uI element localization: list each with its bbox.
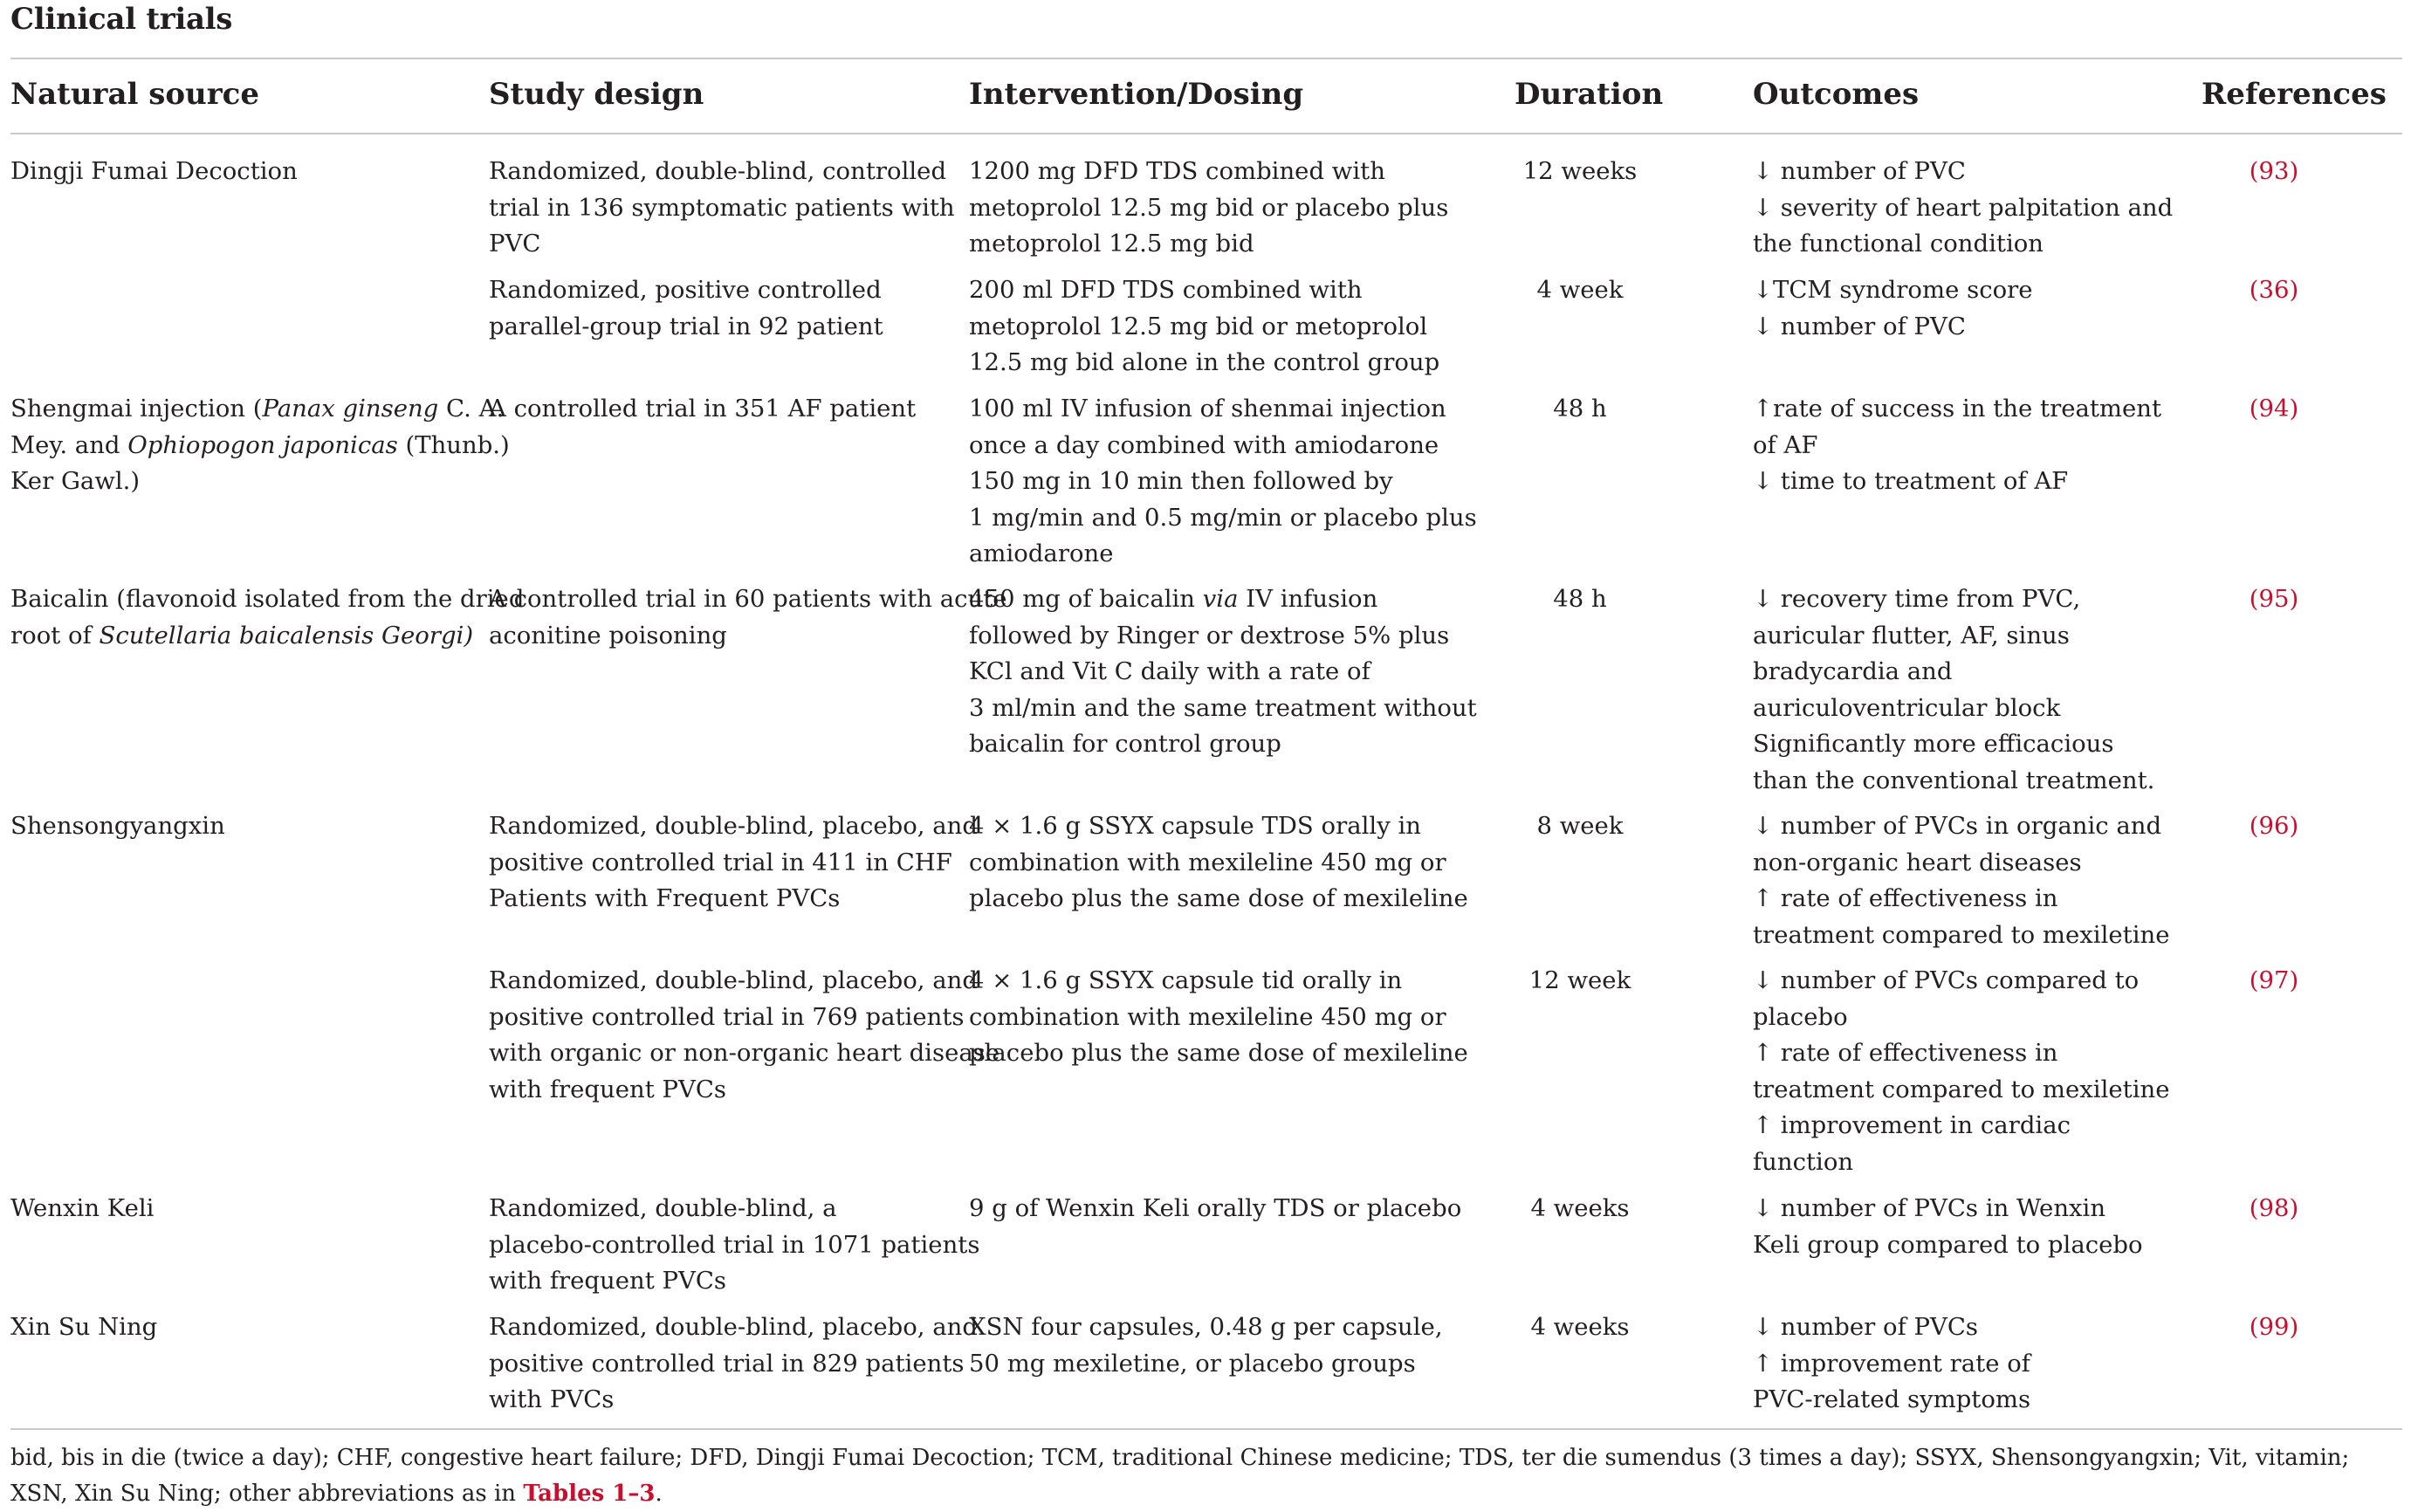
cell-duration: 4 weeks bbox=[1530, 1313, 1630, 1341]
cell-design: A controlled trial in 351 AF patient bbox=[489, 395, 917, 423]
reference-link-93[interactable]: (93) bbox=[2249, 157, 2299, 185]
cell-intervention: 4 × 1.6 g SSYX capsule tid orally in combination with mexileline 450 mg or placebo plus the same dose of mexileline bbox=[969, 966, 1468, 1067]
cell-duration: 12 weeks bbox=[1522, 157, 1638, 185]
cell-intervention: 9 g of Wenxin Keli orally TDS or placebo bbox=[969, 1194, 1462, 1222]
cell-outcomes: ↓ number of PVCs ↑ improvement rate of PVC-related symptoms bbox=[1753, 1313, 2031, 1413]
cell-outcomes: ↓ number of PVCs in organic and non-organic heart diseases ↑ rate of effectiveness in treatment compared to mexiletine bbox=[1753, 812, 2170, 949]
cell-intervention: 450 mg of baicalin via IV infusion followed by Ringer or dextrose 5% plus KCl and Vit C daily with a rate of 3 ml/min and the same treatment without baicalin for control group bbox=[969, 585, 1477, 758]
reference-link-36[interactable]: (36) bbox=[2249, 276, 2299, 304]
cell-source: Wenxin Keli bbox=[10, 1194, 155, 1222]
reference-link-98[interactable]: (98) bbox=[2249, 1194, 2299, 1222]
header-rule bbox=[10, 133, 2402, 134]
cell-design: A controlled trial in 60 patients with acute aconitine poisoning bbox=[489, 585, 1007, 649]
cell-duration: 12 week bbox=[1528, 966, 1631, 994]
cell-intervention: 4 × 1.6 g SSYX capsule TDS orally in combination with mexileline 450 mg or placebo plus the same dose of mexileline bbox=[969, 812, 1468, 912]
reference-link-95[interactable]: (95) bbox=[2249, 585, 2299, 613]
cell-intervention: 200 ml DFD TDS combined with metoprolol 12.5 mg bid or metoprolol 12.5 mg bid alone in the control group bbox=[969, 276, 1440, 376]
cell-design: Randomized, double-blind, placebo, and positive controlled trial in 411 in CHF Patients with Frequent PVCs bbox=[489, 812, 978, 912]
cell-outcomes: ↓ number of PVC ↓ severity of heart palpitation and the functional condition bbox=[1753, 157, 2174, 258]
cell-duration: 4 week bbox=[1536, 276, 1624, 304]
header-references: References bbox=[2201, 77, 2387, 112]
cell-outcomes: ↓ recovery time from PVC, auricular flutter, AF, sinus bradycardia and auriculoventricular block Significantly more efficacious than the conventional treatment. bbox=[1753, 585, 2155, 794]
cell-intervention: XSN four capsules, 0.48 g per capsule, 50 mg mexiletine, or placebo groups bbox=[969, 1313, 1443, 1378]
reference-link-99[interactable]: (99) bbox=[2249, 1313, 2299, 1341]
cell-duration: 4 weeks bbox=[1530, 1194, 1630, 1222]
cell-outcomes: ↓ number of PVCs in Wenxin Keli group compared to placebo bbox=[1753, 1194, 2143, 1259]
cell-duration: 48 h bbox=[1553, 585, 1607, 613]
header-natural-source: Natural source bbox=[10, 77, 260, 112]
header-duration: Duration bbox=[1515, 77, 1664, 112]
cell-duration: 8 week bbox=[1536, 812, 1624, 840]
cell-design: Randomized, double-blind, placebo, and positive controlled trial in 829 patients with PVCs bbox=[489, 1313, 978, 1413]
cell-intervention: 100 ml IV infusion of shenmai injection once a day combined with amiodarone 150 mg in 10 min then followed by 1 mg/min and 0.5 mg/min or placebo plus amiodarone bbox=[969, 395, 1477, 567]
cell-design: Randomized, double-blind, placebo, and positive controlled trial in 769 patients with organic or non-organic heart disease with frequent PVCs bbox=[489, 966, 1000, 1103]
top-rule bbox=[10, 58, 2402, 59]
cell-source: Shengmai injection (Panax ginseng C. A. Mey. and Ophiopogon japonicas (Thunb.) Ker Gawl.) bbox=[10, 395, 510, 495]
header-intervention: Intervention/Dosing bbox=[969, 77, 1304, 112]
cell-outcomes: ↑rate of success in the treatment of AF ↓ time to treatment of AF bbox=[1753, 395, 2162, 495]
bottom-rule bbox=[10, 1428, 2402, 1430]
table-footnote: bid, bis in die (twice a day); CHF, congestive heart failure; DFD, Dingji Fumai Decoction; TCM, traditional Chinese medicine; TDS, ter die sumendus (3 times a day); SSYX, Shensongyangxin; Vit, vitamin; XSN, Xin Su Ning; other abbreviations as in Tables 1–3. bbox=[10, 1445, 2350, 1507]
tables-link[interactable]: Tables 1–3 bbox=[523, 1481, 656, 1507]
cell-design: Randomized, positive controlled parallel-group trial in 92 patient bbox=[489, 276, 883, 340]
reference-link-96[interactable]: (96) bbox=[2249, 812, 2299, 840]
cell-source: Xin Su Ning bbox=[10, 1313, 158, 1341]
cell-source: Shensongyangxin bbox=[10, 812, 225, 840]
header-outcomes: Outcomes bbox=[1753, 77, 1920, 112]
cell-source: Dingji Fumai Decoction bbox=[10, 157, 298, 185]
cell-design: Randomized, double-blind, a placebo-controlled trial in 1071 patients with frequent PVCs bbox=[489, 1194, 980, 1295]
cell-source: Baicalin (flavonoid isolated from the dried root of Scutellaria baicalensis Georgi) bbox=[10, 585, 525, 649]
cell-duration: 48 h bbox=[1553, 395, 1607, 423]
cell-outcomes: ↓ number of PVCs compared to placebo ↑ rate of effectiveness in treatment compared to mexiletine ↑ improvement in cardiac function bbox=[1753, 966, 2170, 1176]
cell-intervention: 1200 mg DFD TDS combined with metoprolol 12.5 mg bid or placebo plus metoprolol 12.5 mg bid bbox=[969, 157, 1449, 258]
table-title: Clinical trials bbox=[10, 2, 233, 37]
reference-link-97[interactable]: (97) bbox=[2249, 966, 2299, 994]
cell-outcomes: ↓TCM syndrome score ↓ number of PVC bbox=[1753, 276, 2033, 340]
reference-link-94[interactable]: (94) bbox=[2249, 395, 2299, 423]
header-study-design: Study design bbox=[489, 77, 704, 112]
cell-design: Randomized, double-blind, controlled trial in 136 symptomatic patients with PVC bbox=[489, 157, 955, 258]
